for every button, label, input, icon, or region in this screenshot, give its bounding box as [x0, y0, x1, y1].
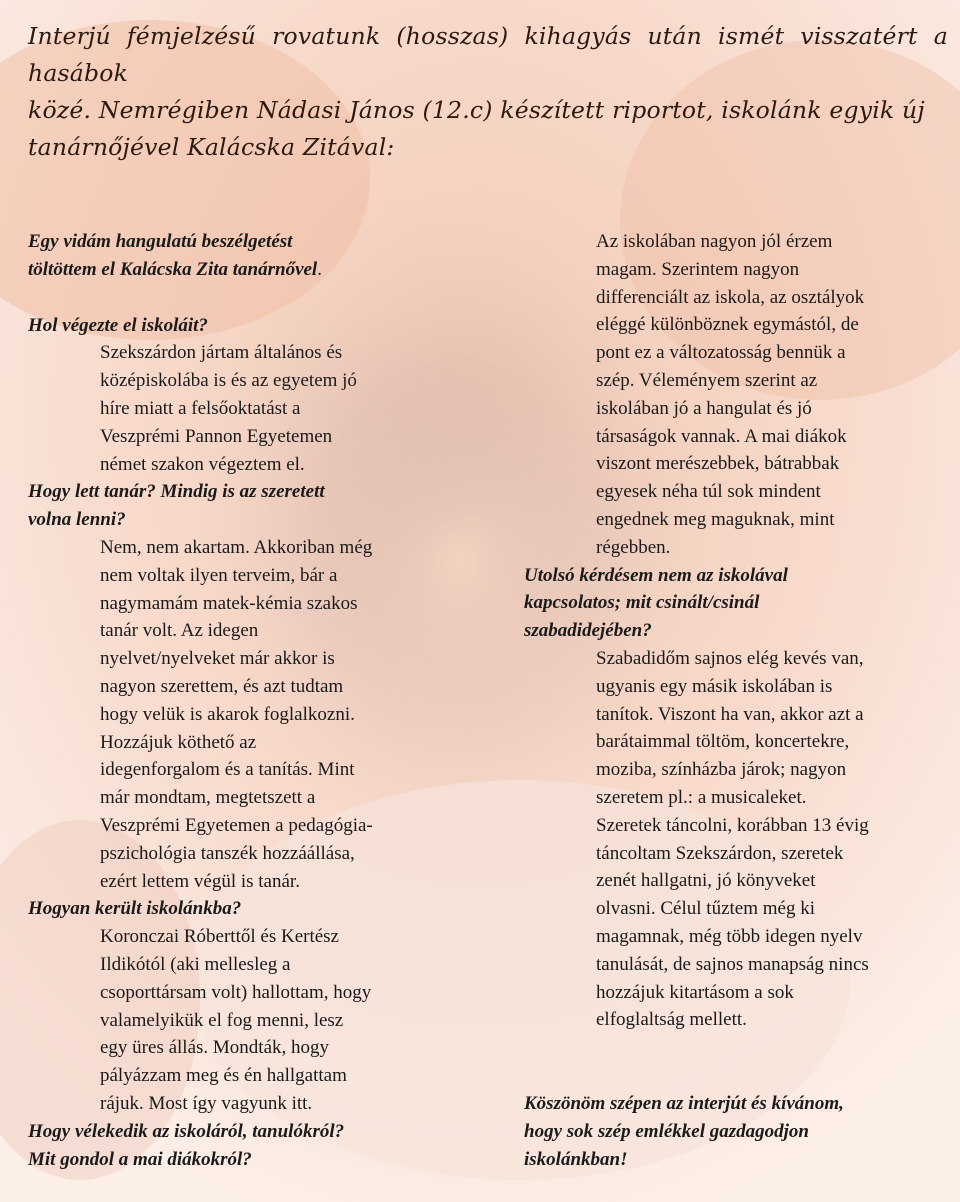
- right-column: [524, 228, 944, 1174]
- intro-paragraph: [28, 18, 948, 166]
- closing-thanks: Köszönöm szépen az interjút és kívánom, hogy sok szép emlékkel gazdagodjon iskolánkban!: [524, 1093, 844, 1170]
- question-5: Utolsó kérdésem nem az iskolával kapcsolatos; mit csinált/csinál szabadidejében?: [524, 564, 788, 642]
- answer-3: Koronczai Róberttől és Kertész Ildikótól (aki mellesleg a csoporttársam volt) hallottam, hogy valamelyikük el fog menni, lesz egy üres állás. Mondták, hogy pályázzam meg és én hallgattam rájuk. Most így vagyunk itt.: [100, 926, 372, 1114]
- answer-4: Az iskolában nagyon jól érzem magam. Szerintem nagyon differenciált az iskola, az osztályok eléggé különböznek egymástól, de pont ez a változatosság bennük a szép. Véleményem szerint az iskolában jó a hangulat és jó társaságok vannak. A mai diákok viszont merészebbek, bátrabbak egyesek néha túl sok mindent engednek meg maguknak, mint régebben.: [596, 231, 865, 558]
- intro-line: közé. Nemrégiben Nádasi János (12.c) készített riportot, iskolánk egyik új: [28, 96, 925, 124]
- question-4: Hogy vélekedik az iskoláról, tanulókról? Mit gondol a mai diákokról?: [28, 1120, 345, 1170]
- lead-sentence: Egy vidám hangulatú beszélgetést töltöttem el Kalácska Zita tanárnővel.: [28, 231, 322, 280]
- question-3: Hogyan került iskolánkba?: [28, 898, 242, 920]
- question-2: Hogy lett tanár? Mindig is az szeretett volna lenni?: [28, 481, 325, 531]
- intro-line: Interjú fémjelzésű rovatunk (hosszas) kihagyás után ismét visszatért a hasábok: [28, 22, 948, 87]
- left-column: [28, 228, 488, 1173]
- answer-1: Szekszárdon jártam általános és középiskolába is és az egyetem jó híre miatt a felsőoktatást a Veszprémi Pannon Egyetemen német szakon végeztem el.: [100, 342, 357, 475]
- question-1: Hol végezte el iskoláit?: [28, 314, 208, 336]
- intro-line: tanárnőjével Kalácska Zitával:: [28, 133, 395, 161]
- answer-5: Szabadidőm sajnos elég kevés van, ugyanis egy másik iskolában is tanítok. Viszont ha van, akkor azt a barátaimmal töltöm, koncertekre, moziba, színházba járok; nagyon szeretem pl.: a musicaleket. Szeretek táncolni, korábban 13 évig táncoltam Szekszárdon, szeretek zenét hallgatni, jó könyveket olvasni. Célul tűztem még ki magamnak, még több idegen nyelv tanulását, de sajnos manapság nincs hozzájuk kitartásom a sok elfoglaltság mellett.: [596, 647, 869, 1031]
- answer-2: Nem, nem akartam. Akkoriban még nem voltak ilyen terveim, bár a nagymamám matek-kémia szakos tanár volt. Az idegen nyelvet/nyelveket már akkor is nagyon szerettem, és azt tudtam hogy velük is akarok foglalkozni. Hozzájuk köthető az idegenforgalom és a tanítás. Mint már mondtam, megtetszett a Veszprémi Egyetemen a pedagógia- pszichológia tanszék hozzáállása, ezért lettem végül is tanár.: [100, 536, 373, 892]
